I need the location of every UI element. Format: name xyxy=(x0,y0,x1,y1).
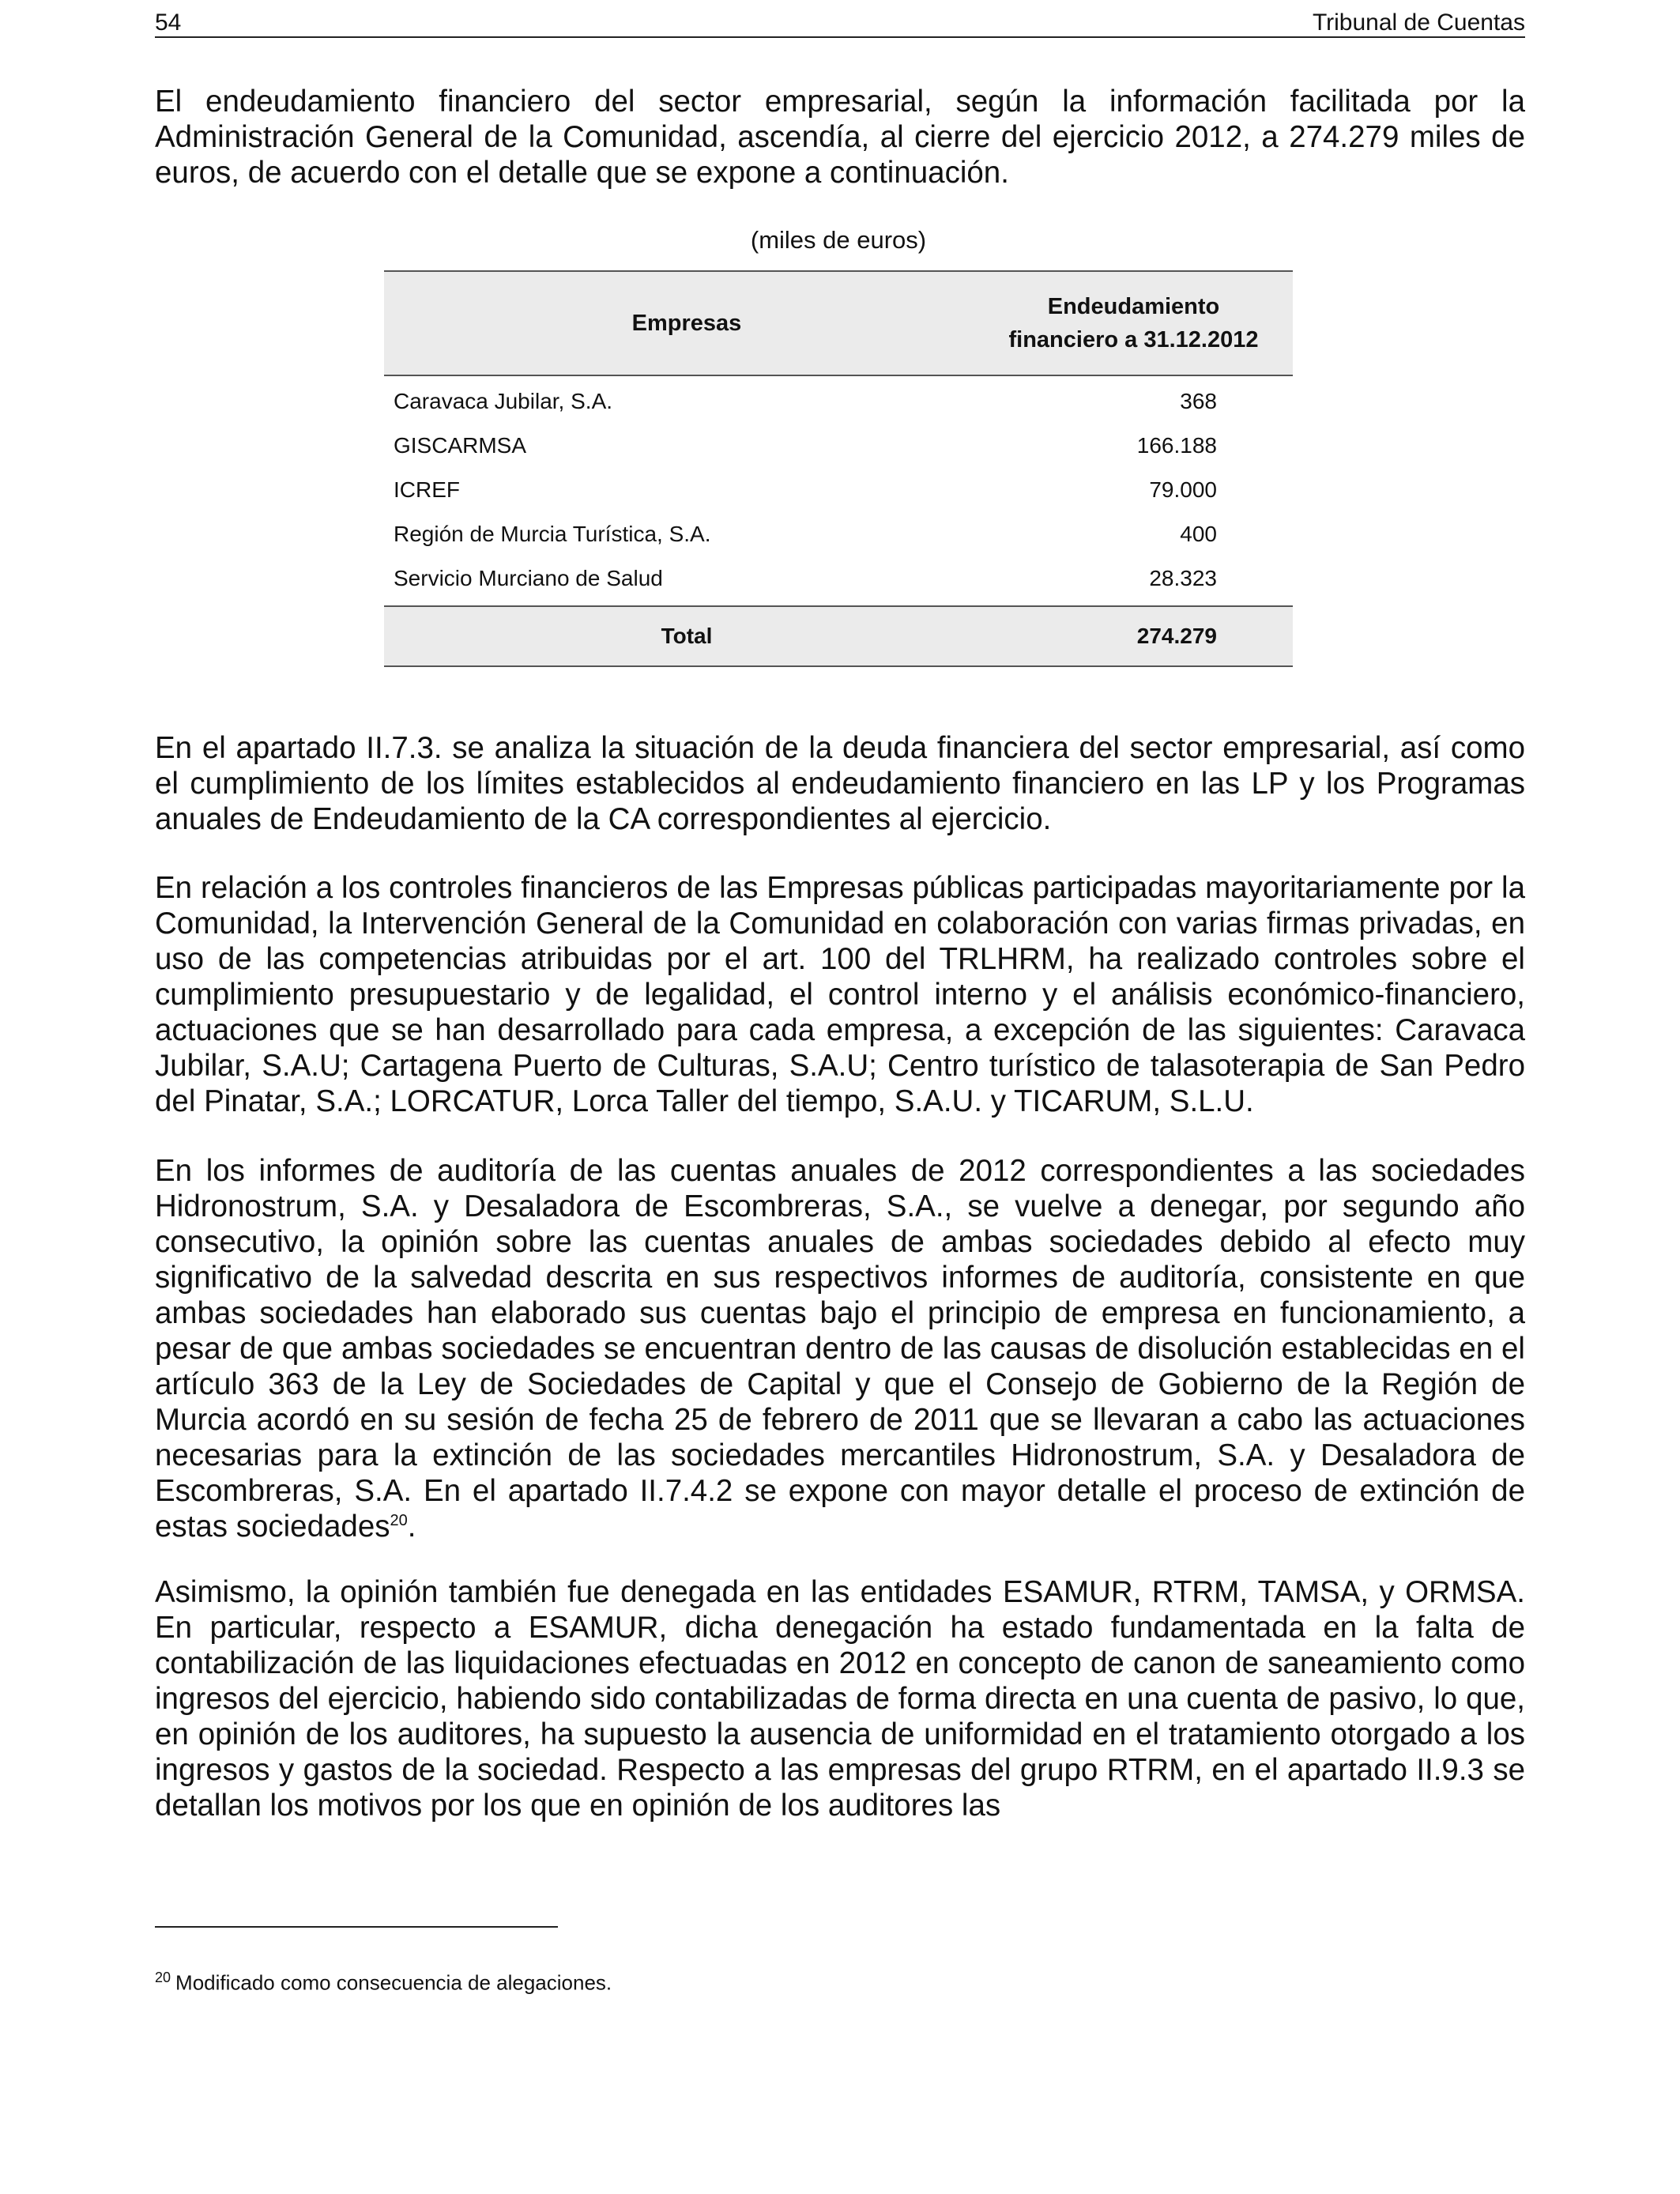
debt-value: 79.000 xyxy=(1149,477,1217,502)
footnote-separator xyxy=(155,1926,558,1928)
company-name: GISCARMSA xyxy=(394,433,527,458)
company-name: Región de Murcia Turística, S.A. xyxy=(394,522,711,546)
header-organization: Tribunal de Cuentas xyxy=(1312,9,1525,36)
debt-value: 28.323 xyxy=(1149,566,1217,590)
table-row xyxy=(384,468,1293,512)
company-name: Caravaca Jubilar, S.A. xyxy=(394,389,613,413)
table-row xyxy=(384,424,1293,468)
company-name: Servicio Murciano de Salud xyxy=(394,566,663,590)
total-label: Total xyxy=(384,606,989,666)
footnote xyxy=(155,1970,612,1996)
paragraph-audit-text: En los informes de auditoría de las cuentas anuales de 2012 correspondientes a las sociedades Hidronostrum, S.A. y Desaladora de Escombreras, S.A., se vuelve a denegar, por segundo año consecutivo, la opinión sobre las cuentas anuales de ambas sociedades debido al efecto muy significativo de la salvedad descrita en sus respectivos informes de auditoría, consistente en que ambas sociedades han elaborado sus cuentas bajo el principio de empresa en funcionamiento, a pesar de que ambas sociedades se encuentran dentro de las causas de disolución establecidas en el artículo 363 de la Ley de Sociedades de Capital y que el Consejo de Gobierno de la Región de Murcia acordó en su sesión de fecha 25 de febrero de 2011 que se llevaran a cabo las actuaciones necesarias para la extinción de las sociedades mercantiles Hidronostrum, S.A. y Desaladora de Escombreras, S.A. En el apartado II.7.4.2 se expone con mayor detalle el proceso de extinción de estas sociedades xyxy=(155,1154,1525,1544)
debt-table xyxy=(384,270,1293,667)
table-header-row xyxy=(384,271,1293,375)
table-total-row xyxy=(384,606,1293,666)
table-row xyxy=(384,556,1293,606)
paragraph-financial-controls: En relación a los controles financieros de las Empresas públicas participadas mayoritariamente por la Comunidad, la Intervención General de la Comunidad en colaboración con varias firmas privadas, en uso de las competencias atribuidas por el art. 100 del TRLHRM, ha realizado controles sobre el cumplimiento presupuestario y de legalidad, el control interno y el análisis económico-financiero, actuaciones que se han desarrollado para cada empresa, a excepción de las siguientes: Caravaca Jubilar, S.A.U; Cartagena Puerto de Culturas, S.A.U; Centro turístico de talasoterapia de San Pedro del Pinatar, S.A.; LORCATUR, Lorca Taller del tiempo, S.A.U. y TICARUM, S.L.U. xyxy=(155,871,1525,1118)
page-header xyxy=(155,5,1525,38)
debt-value: 166.188 xyxy=(1136,433,1217,458)
table-unit-label: (miles de euros) xyxy=(750,226,927,254)
intro-paragraph: El endeudamiento financiero del sector empresarial, según la información facilitada por la Administración General de la Comunidad, ascendía, al cierre del ejercicio 2012, a 274.279 miles de euros, de acuerdo con el detalle que se expone a continuación. xyxy=(155,85,1525,190)
footnote-number: 20 xyxy=(155,1970,171,1985)
page-number: 54 xyxy=(155,9,182,36)
table-row xyxy=(384,512,1293,556)
column-header-debt: Endeudamiento financiero a 31.12.2012 xyxy=(989,271,1293,375)
total-value: 274.279 xyxy=(989,606,1293,666)
debt-value: 400 xyxy=(1180,522,1217,546)
footnote-reference: 20 xyxy=(390,1512,408,1530)
paragraph-denied-opinions: Asimismo, la opinión también fue denegada en las entidades ESAMUR, RTRM, TAMSA, y ORMSA. En particular, respecto a ESAMUR, dicha denegación ha estado fundamentada en la falta de contabilización de las liquidaciones efectuadas en 2012 en concepto de canon de saneamiento como ingresos del ejercicio, habiendo sido contabilizadas de forma directa en una cuenta de pasivo, lo que, en opinión de los auditores, ha supuesto la ausencia de uniformidad en el tratamiento otorgado a los ingresos y gastos de la sociedad. Respecto a las empresas del grupo RTRM, en el apartado II.9.3 se detallan los motivos por los que en opinión de los auditores las xyxy=(155,1575,1525,1823)
footnote-text: Modificado como consecuencia de alegaciones. xyxy=(175,1970,612,1995)
company-name: ICREF xyxy=(394,477,460,502)
paragraph-audit-opinions xyxy=(155,1153,1525,1544)
debt-value: 368 xyxy=(1180,389,1217,413)
paragraph-debt-analysis: En el apartado II.7.3. se analiza la situación de la deuda financiera del sector empresarial, así como el cumplimiento de los límites establecidos al endeudamiento financiero en las LP y los Programas anuales de Endeudamiento de la CA correspondientes al ejercicio. xyxy=(155,731,1525,836)
table-row xyxy=(384,375,1293,424)
sentence-period: . xyxy=(407,1510,416,1544)
column-header-company: Empresas xyxy=(384,271,989,375)
